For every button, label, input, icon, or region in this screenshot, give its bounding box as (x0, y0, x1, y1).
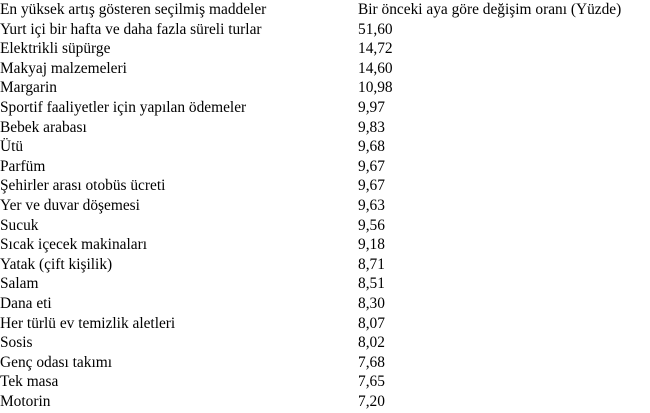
table-row (0, 294, 650, 314)
table-row (0, 372, 650, 392)
header-row (0, 0, 650, 20)
table-row (0, 392, 650, 412)
table-row (0, 255, 650, 275)
row-item-name: Salam (0, 275, 39, 293)
table-row (0, 78, 650, 98)
row-change-value: 9,63 (358, 196, 385, 214)
row-change-value: 8,30 (358, 294, 385, 312)
row-item-name: Genç odası takımı (0, 353, 112, 371)
row-change-value: 51,60 (358, 20, 393, 38)
row-change-value: 9,18 (358, 236, 385, 254)
row-change-value: 9,97 (358, 98, 385, 116)
row-item-name: Tek masa (0, 373, 59, 391)
table-row (0, 216, 650, 236)
table-row (0, 274, 650, 294)
row-item-name: Sucuk (0, 216, 39, 234)
table-row (0, 196, 650, 216)
row-item-name: Yatak (çift kişilik) (0, 255, 113, 273)
row-change-value: 8,71 (358, 255, 385, 273)
row-item-name: Elektrikli süpürge (0, 40, 111, 58)
table-row (0, 235, 650, 255)
table-row (0, 353, 650, 373)
row-item-name: Şehirler arası otobüs ücreti (0, 177, 166, 195)
row-item-name: Bebek arabası (0, 118, 87, 136)
row-item-name: Dana eti (0, 294, 52, 312)
row-item-name: Margarin (0, 79, 57, 97)
row-item-name: Yer ve duvar döşemesi (0, 196, 140, 214)
row-change-value: 9,67 (358, 177, 385, 195)
row-item-name: Ütü (0, 138, 24, 156)
table-body (0, 20, 650, 412)
table-header (0, 0, 650, 20)
table-row (0, 59, 650, 79)
table-row (0, 137, 650, 157)
table-row (0, 98, 650, 118)
table-row (0, 39, 650, 59)
row-change-value: 9,68 (358, 138, 385, 156)
row-change-value: 9,83 (358, 118, 385, 136)
header-value: Bir önceki aya göre değişim oranı (Yüzde) (358, 1, 622, 18)
row-item-name: Sıcak içecek makinaları (0, 236, 147, 254)
table-row (0, 157, 650, 177)
table-row (0, 314, 650, 334)
table-row (0, 20, 650, 40)
row-change-value: 7,65 (358, 373, 385, 391)
row-change-value: 14,60 (358, 59, 393, 77)
row-item-name: Motorin (0, 392, 51, 410)
row-item-name: Yurt içi bir hafta ve daha fazla süreli turlar (0, 20, 262, 38)
table-row (0, 176, 650, 196)
row-change-value: 8,07 (358, 314, 385, 332)
table-row (0, 118, 650, 138)
row-item-name: Sportif faaliyetler için yapılan ödemeler (0, 98, 247, 116)
row-change-value: 9,56 (358, 216, 385, 234)
row-change-value: 7,20 (358, 392, 385, 410)
row-item-name: Her türlü ev temizlik aletleri (0, 314, 176, 332)
row-change-value: 10,98 (358, 79, 393, 97)
header-item: En yüksek artış gösteren seçilmiş maddeler (0, 1, 267, 18)
row-item-name: Sosis (0, 334, 33, 352)
table-row (0, 333, 650, 353)
row-item-name: Parfüm (0, 157, 46, 175)
row-change-value: 7,68 (358, 353, 385, 371)
row-change-value: 8,51 (358, 275, 385, 293)
row-change-value: 8,02 (358, 334, 385, 352)
row-change-value: 14,72 (358, 40, 393, 58)
row-change-value: 9,67 (358, 157, 385, 175)
row-item-name: Makyaj malzemeleri (0, 59, 127, 77)
